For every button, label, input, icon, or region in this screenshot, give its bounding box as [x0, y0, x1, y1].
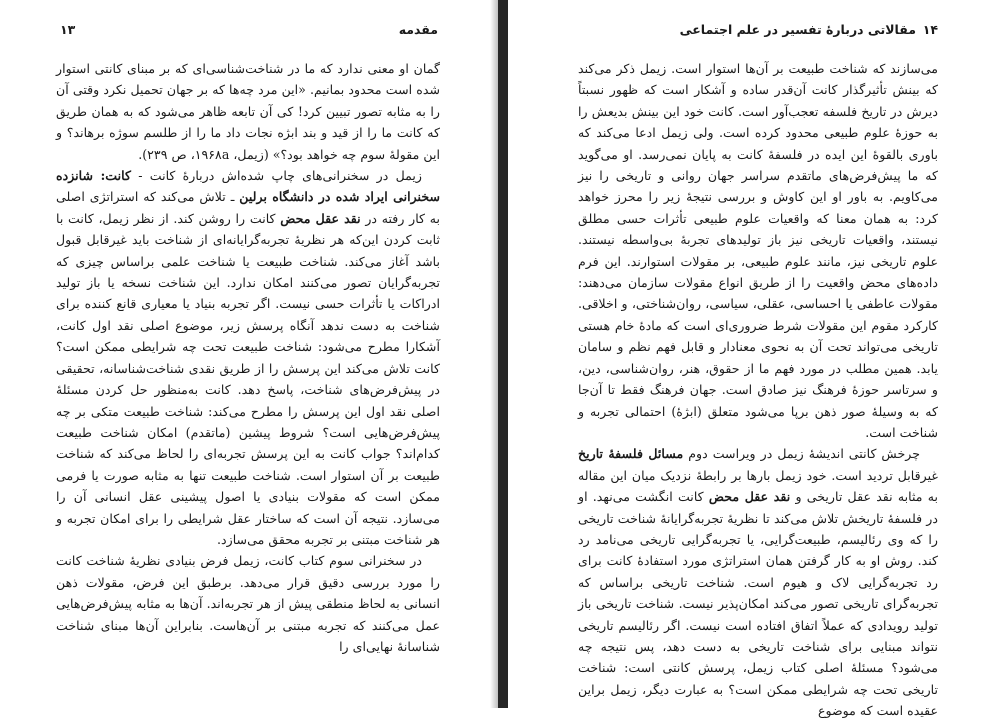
text-segment: ـ تلاش می‌کند که استراتژی اصلی به کار رفته در	[56, 189, 440, 226]
text-segment: غیرقابل تردید است. خود زیمل بارها بر رابطهٔ نزدیک میان این مقاله به مثابه نقد عقل تاریخی و	[578, 467, 939, 505]
book-gutter	[498, 0, 508, 708]
right-page-body	[578, 58, 938, 722]
left-page-title: مقدمه	[398, 22, 438, 37]
text-segment: زیمل در سخنرانی‌های چاپ شده‌اش دربارهٔ کانت -	[131, 168, 422, 184]
left-page-body	[56, 58, 440, 657]
text-segment: می‌سازند که شناخت طبیعت بر آن‌ها استوار است. زیمل ذکر می‌کند که بینش تأثیرگذار کانت آن‌قدر ساده و آشکار است که ظهور نسبتاً دیرش در تاریخ فلسفه تعجب‌آور است. کانت خود این بینش بدیعش را به حوزهٔ علوم طبیعی محدود کرده است. ولی زیمل ادعا می‌کند که باوری بالقوهٔ این ایده در فلسفهٔ کانت به پایان نمی‌رسد. او می‌گوید که ما پیش‌فرض‌های ماتقدم سراسر جهان روانی و تاریخی را نیز می‌کاویم. به باور او این کاوش و بررسی نتیجهٔ زیر را محرز خواهد کرد: به همان معنا که واقعیات علوم طبیعی تأثرات حسی مطلق نیستند، واقعیات تاریخی نیز باز تولیدهای تجربهٔ بی‌واسطه نیستند. علوم تاریخی نیز، مانند علوم طبیعی، بر مقولات استوارند. این فرم داده‌های محض واقعیت را از طریق انواع مقولات سازمان می‌دهند: مقولات عاطفی یا احساسی، عقلی، سیاسی، روان‌شناختی، و اخلاقی. کارکرد مقوم این مقولات شرط ضروری‌ای است که مادهٔ خام هستی تاریخی می‌تواند تحت آن به نحوی معنادار و قابل فهم نظم و سامان یابد. همین مطلب در مورد فهم ما از حقوق، هنر، روان‌شناسی، دین، و سرتاسر حوزهٔ فرهنگ نیز صادق است. جهان فرهنگ فقط تا آن‌جا که به وسیلهٔ صور ذهن برپا می‌شود متعلق (ابژهٔ) احتمالی تجربه و شناخت است.	[578, 61, 938, 440]
paragraph	[56, 165, 440, 550]
text-segment: در سخنرانی سوم کتاب کانت، زیمل فرض بنیادی نظریهٔ شناخت کانت را مورد بررسی دقیق قرار می‌دهد. برطبق این فرض، مقولات ذهن انسانی به لحاظ منطقی پیش از هر تجربه‌اند. آن‌ها به مثابه پیش‌فرض‌هایی عمل می‌کنند که تجربه مبتنی بر آن‌هاست. بنابراین آن‌ها مبنای شناخت شناسانهٔ نهایی‌ای را	[56, 553, 440, 654]
text-segment: گمان او معنی ندارد که ما در شناخت‌شناسی‌ای که بر مبنای کانتی استوار شده است محدود بمانیم. «این مرد چه‌ها که بر جهان تحمیل نکرد وقتی آن را به مثابه تصور تبیین کرد! کی آن تابعه ظاهر می‌شود که به همان طریق که کانت ما را از قید و بند ابژه نجات داد ما را از طلسم سوژه برهاند؟ و این مقولهٔ سوم چه خواهد بود؟» (زیمل، ۱۹۶۸a، ص ۲۳۹).	[56, 61, 440, 162]
paragraph	[56, 58, 440, 165]
bold-text-segment: نقد عقل محض	[280, 210, 361, 226]
paragraph	[578, 58, 938, 443]
gutter-shadow	[490, 0, 498, 708]
text-segment: چرخش کانتی اندیشهٔ زیمل در ویراست دوم	[683, 446, 921, 462]
paragraph	[578, 443, 938, 721]
right-page-number: ۱۴	[922, 22, 938, 37]
left-page-number: ۱۳	[60, 22, 76, 37]
paragraph	[56, 550, 440, 657]
text-segment: کانت انگشت می‌نهد. او در فلسفهٔ تاریخش تلاش می‌کند تا نظریهٔ تجربه‌گرایانهٔ شناخت تاریخی را که وی رئالیسم، طبیعت‌گرایی، یا تجربه‌گرایی تاریخی می‌نامد رد کند. روش او به کار گرفتن همان استراتژی مورد استفادهٔ کانت برای رد تجربه‌گرایی لاک و هیوم است. شناخت تاریخی براساس که تجربه‌گرای تاریخی تصور می‌کند امکان‌پذیر نیست. شناخت تاریخی باز تولید رویدادی که عملاً اتفاق افتاده است نیست. اگر رئالیسم تاریخی نتواند مبنایی برای شناخت تاریخی به دست دهد، پس نتیجه چه می‌شود؟ مسئلهٔ اصلی کتاب زیمل، پرسش کانتی است: شناخت تاریخی تحت چه شرایطی ممکن است؟ به عبارت دیگر، زیمل براین عقیده است که موضوع	[578, 489, 938, 719]
bold-text-segment: کانت: شانزده سخنرانی ایراد شده در دانشگاه برلین	[56, 168, 441, 205]
right-page-title: مقالاتی دربارهٔ تفسیر در علم اجتماعی	[679, 22, 916, 37]
text-segment: کانت را روشن کند. از نظر زیمل، کانت با ثابت کردن این‌که هر نظریهٔ تجربه‌گرایانه‌ای از شناخت باید غیرقابل قبول باشد آغاز می‌کند. شناخت طبیعت یا شناخت علمی براساس چیزی که تجربه‌گرایان تصور می‌کنند امکان ندارد. این شناخت نسخه یا باز تولید ادراکات یا تأثرات حسی نیست. اگر تجربه بنیاد یا معیاری قانع کننده برای شناخت به دست ندهد آنگاه پرسش زیر، موضوع اصلی نقد اول کانت، آشکارا مطرح می‌شود: شناخت طبیعت تحت چه شرایطی ممکن است؟ کانت تلاش می‌کند این پرسش را از طریق نقدی شناخت‌شناسانه، تحقیقی در پیش‌فرض‌های شناخت، پاسخ دهد. کانت به‌منظور حل کردن مسئلهٔ اصلی نقد اول این پرسش را مطرح می‌کند: شناخت طبیعت متکی بر چه پیش‌فرض‌هایی است؟ شروط پیشین (ماتقدم) امکان شناخت طبیعت کدام‌اند؟ جواب کانت به این پرسش تجربه‌ای را لحاظ می‌کند که شناخت طبیعت بر آن استوار است. شناخت طبیعت تنها به مثابه صورت یا فرمی ممکن است که مقولات بنیادی یا اصول پیشینی عقل انسانی آن را می‌سازد. نتیجه آن است که ساختار عقل شرایطی را برای امکان تجربه و هر شناخت مبتنی بر تجربه محقق می‌سازد.	[56, 210, 440, 547]
bold-text-segment: مسائل فلسفهٔ تاریخ	[578, 446, 684, 462]
right-page	[508, 0, 1006, 719]
bold-text-segment: نقد عقل محض	[708, 489, 791, 505]
left-page	[0, 0, 498, 708]
